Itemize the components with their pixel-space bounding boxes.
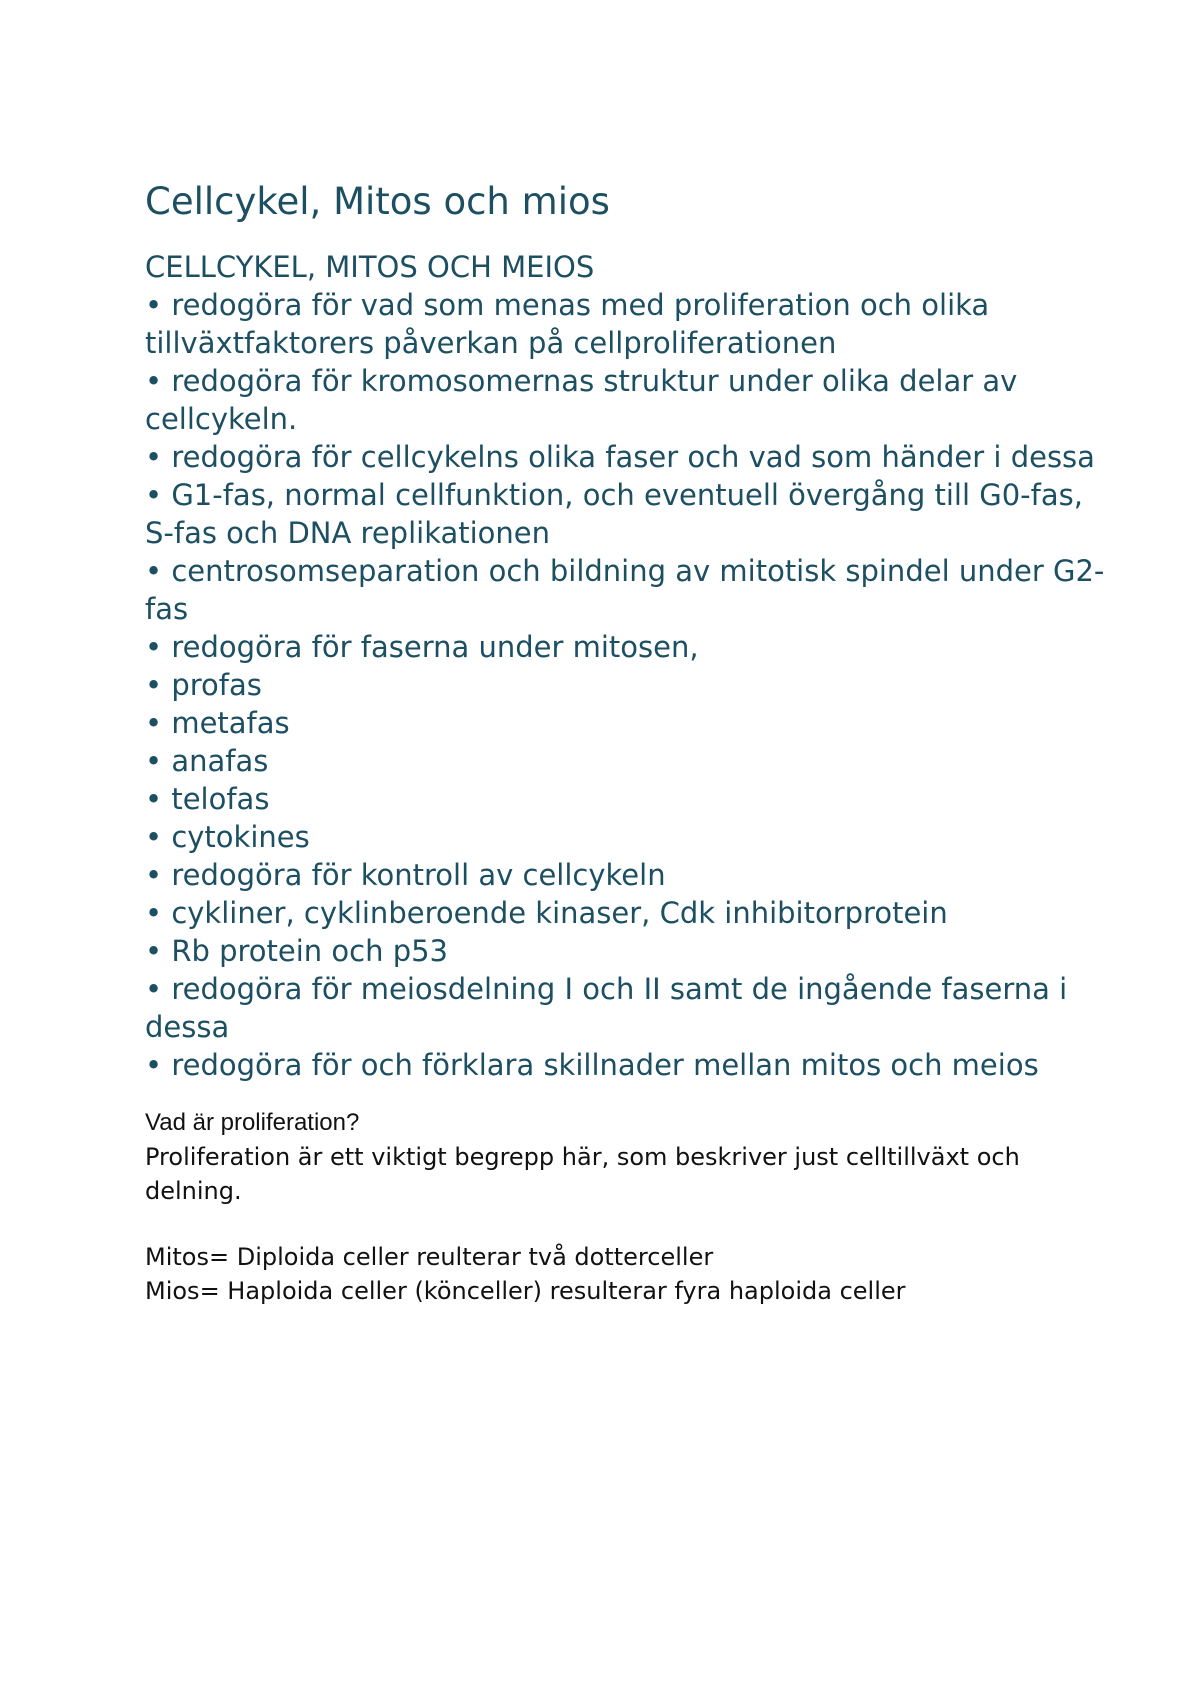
question-heading: Vad är proliferation? xyxy=(145,1109,360,1136)
objective-item: • centrosomseparation och bildning av mitotisk spindel under G2-fas xyxy=(145,554,1105,626)
objectives-heading: CELLCYKEL, MITOS OCH MEIOS xyxy=(145,250,595,284)
objective-item: • cykliner, cyklinberoende kinaser, Cdk inhibitorprotein xyxy=(145,896,948,930)
objective-item: • redogöra för kontroll av cellcykeln xyxy=(145,858,666,892)
objective-item: • anafas xyxy=(145,744,269,778)
objective-item: • Rb protein och p53 xyxy=(145,934,448,968)
objective-item: • metafas xyxy=(145,706,290,740)
paragraph-spacer xyxy=(145,1208,1105,1240)
learning-objectives xyxy=(145,248,1105,1084)
objective-item: • redogöra för meiosdelning I och II samt de ingående faserna i dessa xyxy=(145,972,1068,1044)
objective-item: • redogöra för kromosomernas struktur under olika delar av cellcykeln. xyxy=(145,364,1018,436)
objective-item: • redogöra för cellcykelns olika faser och vad som händer i dessa xyxy=(145,440,1095,474)
objective-item: • redogöra för faserna under mitosen, xyxy=(145,630,699,664)
objective-item: • profas xyxy=(145,668,262,702)
objective-item: • cytokines xyxy=(145,820,310,854)
mios-definition: Mios= Haploida celler (könceller) resulterar fyra haploida celler xyxy=(145,1277,906,1305)
document-content xyxy=(145,176,1105,1308)
objective-item: • redogöra för och förklara skillnader mellan mitos och meios xyxy=(145,1048,1039,1082)
objective-item: • redogöra för vad som menas med proliferation och olika tillväxtfaktorers påverkan på cellproliferationen xyxy=(145,288,990,360)
objective-item: • G1-fas, normal cellfunktion, och eventuell övergång till G0-fas, S-fas och DNA replikationen xyxy=(145,478,1083,550)
document-title: Cellcykel, Mitos och mios xyxy=(145,180,610,223)
answer-paragraph: Proliferation är ett viktigt begrepp här, som beskriver just celltillväxt och delning. xyxy=(145,1143,1020,1205)
objective-item: • telofas xyxy=(145,782,270,816)
mitos-definition: Mitos= Diploida celler reulterar två dotterceller xyxy=(145,1243,714,1271)
